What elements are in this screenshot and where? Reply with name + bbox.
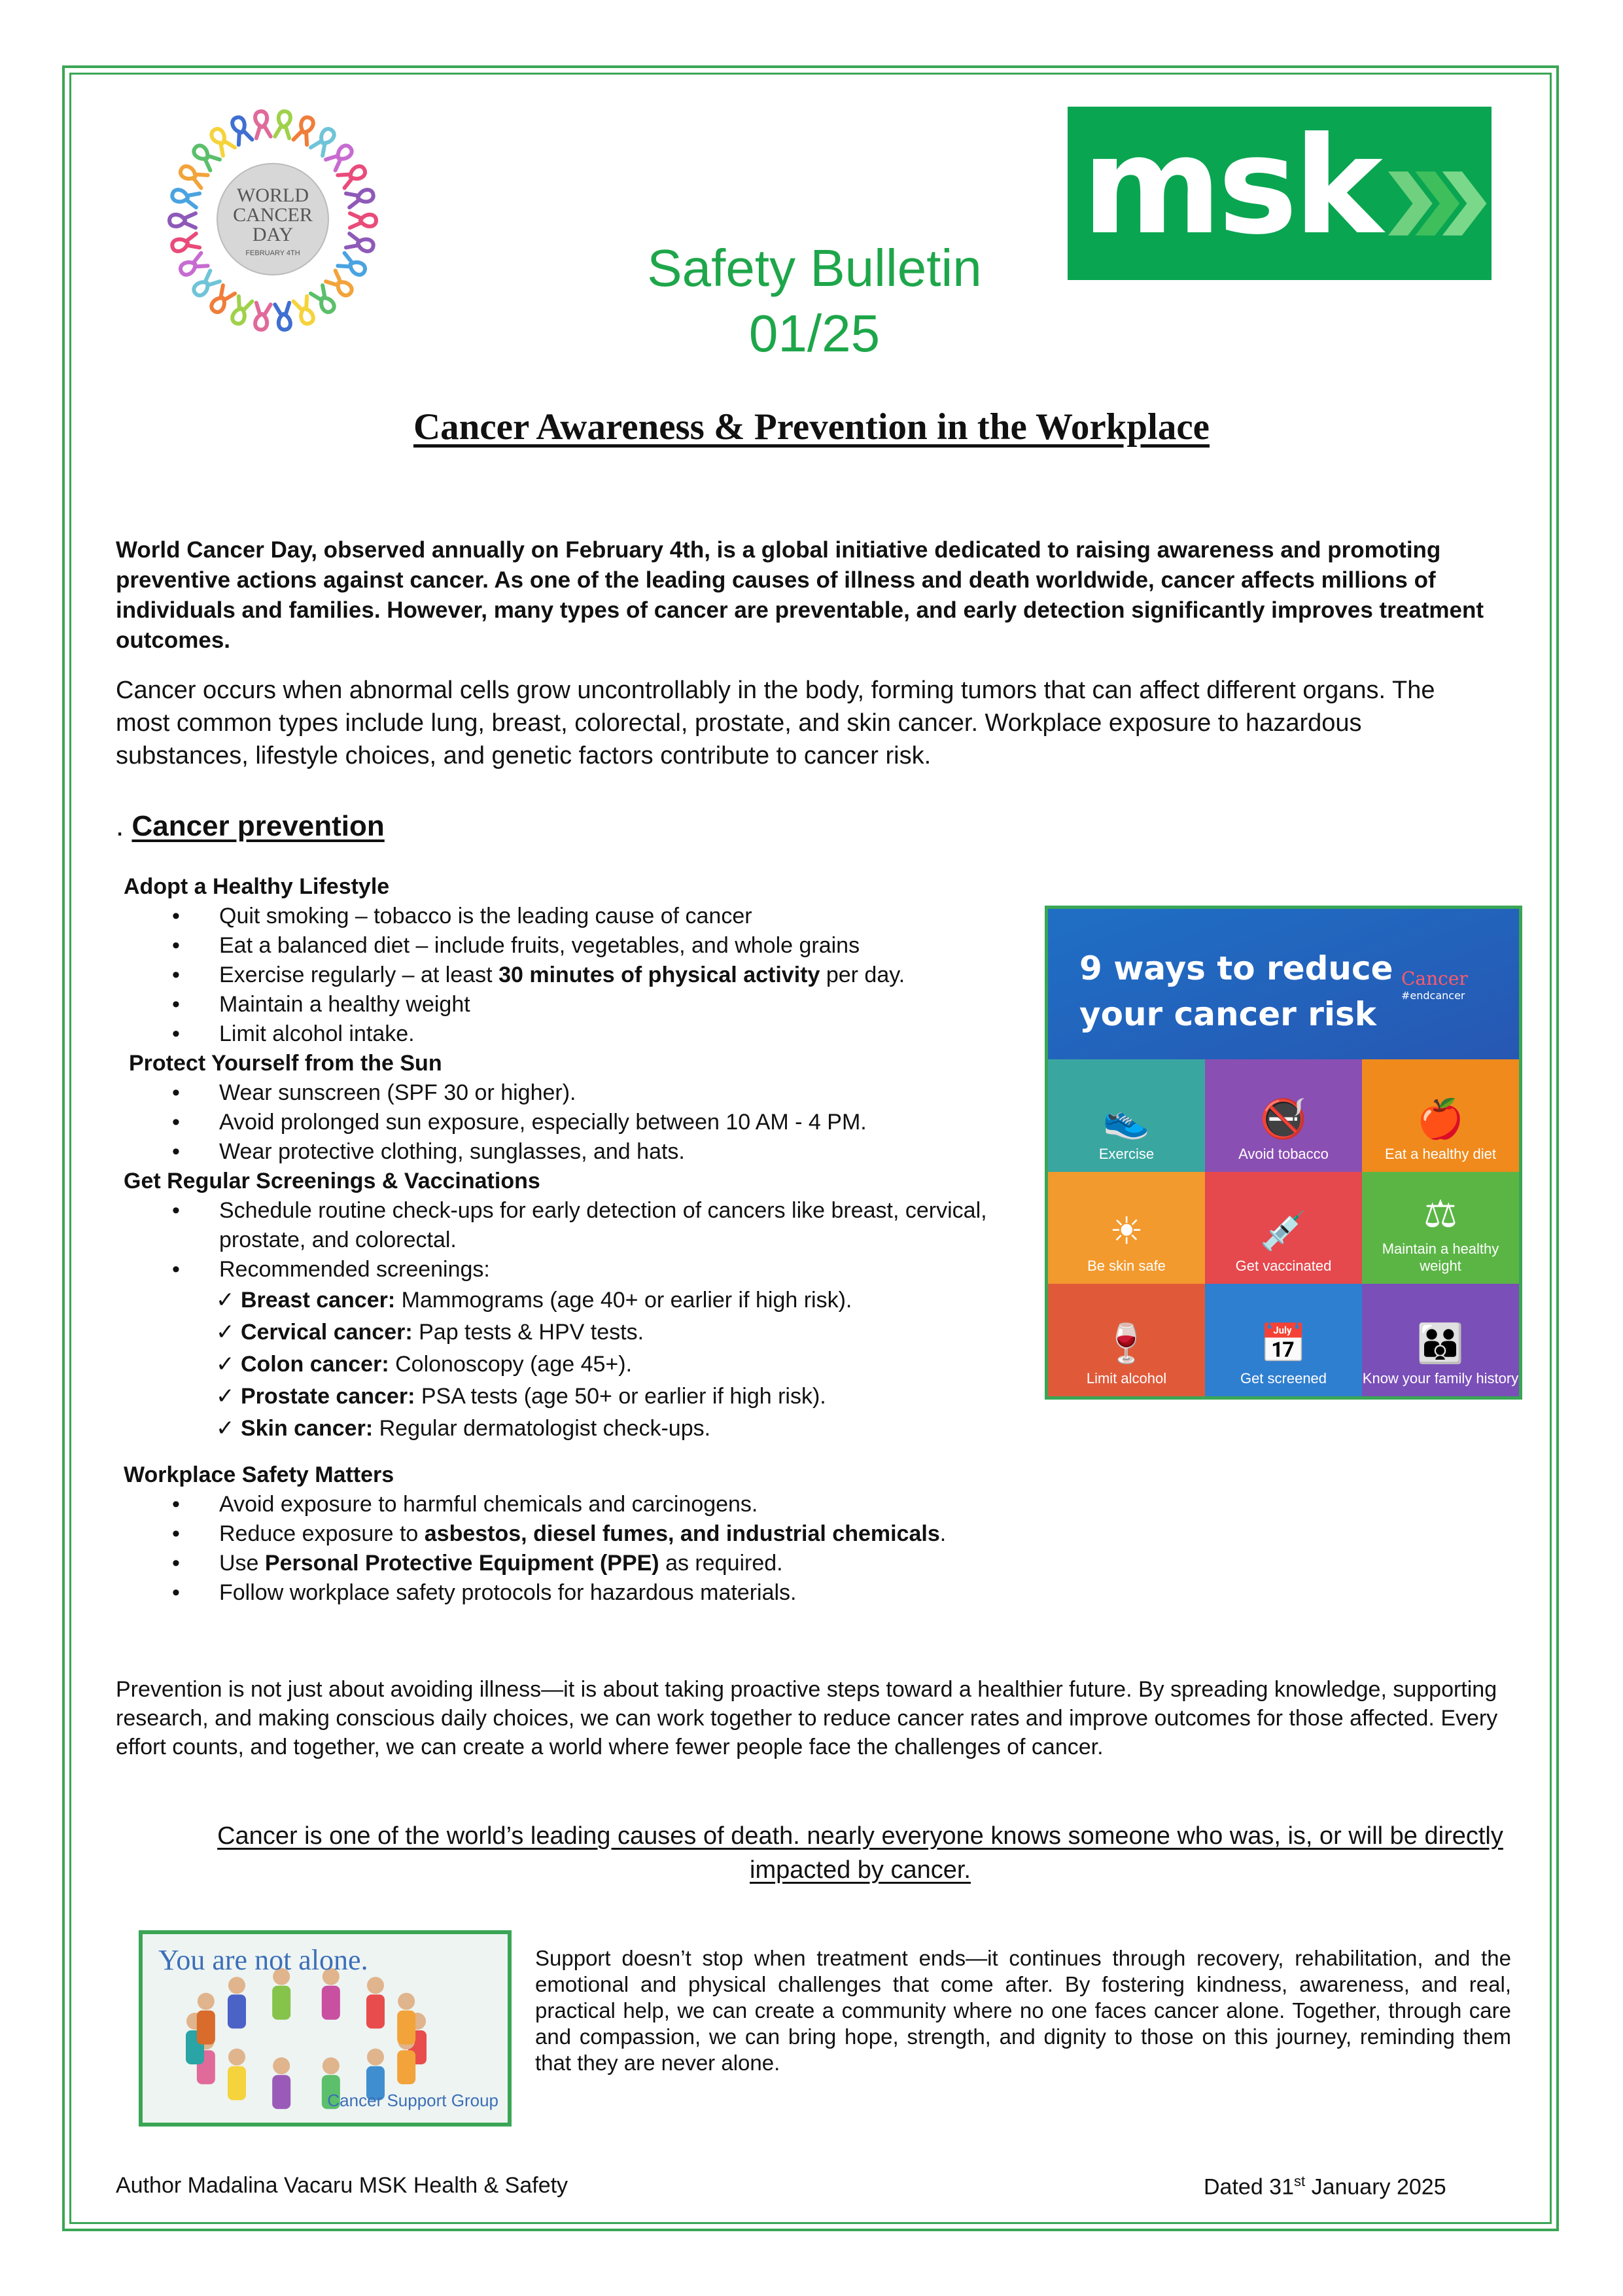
tile-label: Get screened: [1240, 1370, 1327, 1386]
section-heading-text: Cancer prevention: [131, 810, 385, 842]
ribbon-icon: [346, 187, 375, 207]
person-body: [397, 2011, 415, 2045]
highlight-quote: Cancer is one of the world’s leading causes of death. nearly everyone knows someone who was, is, or will be directly impacted by cancer.: [217, 1822, 1503, 1884]
wcd-date: FEBRUARY 4TH: [245, 249, 300, 257]
support-image-title: You are not alone.: [158, 1944, 368, 1976]
footer-date-suffix: st: [1294, 2173, 1306, 2189]
msk-wordmark: msk: [1082, 109, 1379, 264]
list-item-text: per day.: [820, 963, 905, 987]
list-item: • Schedule routine check-ups for early detection of cancers like breast, cervical, prostate, and colorectal.: [121, 1196, 1050, 1255]
bulletin-label: Safety Bulletin: [647, 239, 982, 297]
footer-date-text: January 2025: [1305, 2174, 1446, 2200]
tile-icon: 🍎: [1416, 1097, 1465, 1140]
person-body: [228, 2066, 246, 2100]
wcd-word-2: CANCER: [233, 204, 313, 226]
person-body: [322, 1986, 340, 2020]
list-item-emphasis: Personal Protective Equipment (PPE): [264, 1551, 659, 1576]
poster-tile: [1048, 1172, 1205, 1284]
poster-tile: [1362, 1284, 1519, 1396]
poster-tile: [1205, 1284, 1362, 1396]
poster-headline-line: your cancer risk: [1079, 995, 1377, 1033]
person-body: [228, 1994, 246, 2028]
check-label: Colon cancer:: [240, 1352, 389, 1377]
check-item: [216, 1316, 1050, 1349]
list-item: • Recommended screenings:: [121, 1255, 1050, 1284]
tile-icon: 💉: [1259, 1210, 1308, 1253]
sun-list: [121, 1078, 1050, 1167]
ribbon-icon: [190, 271, 220, 299]
check-text: Pap tests & HPV tests.: [412, 1320, 644, 1345]
footer-author: Author Madalina Vacaru MSK Health & Safety: [116, 2173, 568, 2198]
poster-tile: [1362, 1059, 1519, 1172]
footer-date-text: Dated 31: [1204, 2174, 1294, 2200]
ribbon-icon: [169, 213, 196, 228]
check-item: [216, 1381, 1050, 1413]
tile-label: Eat a healthy diet: [1384, 1145, 1496, 1162]
list-item-emphasis: asbestos, diesel fumes, and industrial chemicals: [424, 1521, 940, 1546]
list-item: • Eat a balanced diet – include fruits, vegetables, and whole grains: [121, 931, 1050, 961]
list-item-emphasis: 30 minutes of physical activity: [498, 963, 820, 987]
check-label: Breast cancer:: [240, 1288, 396, 1313]
poster-tile: [1048, 1284, 1205, 1396]
tile-label: Get vaccinated: [1235, 1258, 1332, 1275]
person-body: [272, 1986, 290, 2020]
list-item-text: .: [939, 1521, 947, 1546]
ribbon-icon: [171, 234, 200, 254]
poster-tile-grid: [1048, 1059, 1519, 1396]
bulletin-number: 01/25: [748, 304, 881, 362]
section-heading: [116, 807, 385, 846]
ribbon-icon: [294, 115, 317, 145]
tile-icon: 👟: [1102, 1097, 1151, 1140]
check-item: [216, 1349, 1050, 1381]
checkmark-icon: ✓: [216, 1320, 241, 1345]
list-item-text: Exercise regularly – at least: [219, 963, 499, 987]
ribbon-icon: [275, 111, 292, 138]
list-item: • Quit smoking – tobacco is the leading cause of cancer: [121, 902, 1050, 931]
ribbon-icon: [190, 142, 220, 170]
bulletin-title: [569, 236, 1060, 366]
ribbon-icon: [311, 285, 338, 315]
check-text: PSA tests (age 50+ or earlier if high risk).: [415, 1384, 826, 1409]
msk-logo: [1068, 107, 1492, 280]
list-item: • Maintain a healthy weight: [121, 990, 1050, 1019]
list-item-text: as required.: [659, 1551, 783, 1576]
ribbon-icon: [350, 213, 376, 228]
tile-label: Be skin safe: [1087, 1258, 1166, 1275]
tile-label: Limit alcohol: [1086, 1370, 1167, 1386]
ribbon-icon: [346, 234, 375, 254]
ribbon-icon: [294, 296, 317, 326]
ribbon-icon: [178, 253, 208, 278]
group-title-workplace: Workplace Safety Matters: [124, 1462, 394, 1487]
list-item: • Wear sunscreen (SPF 30 or higher).: [121, 1078, 1050, 1108]
ribbon-icon: [178, 163, 208, 188]
support-image-caption: Cancer Support Group: [327, 2091, 498, 2110]
ribbon-icon: [338, 163, 368, 188]
section-prefix: .: [116, 810, 132, 842]
poster-brand: [1401, 968, 1468, 1002]
checkmark-icon: ✓: [216, 1416, 241, 1441]
ribbon-icon: [208, 126, 235, 155]
ribbon-icon: [253, 303, 271, 330]
checkmark-icon: ✓: [216, 1352, 241, 1377]
prevention-lists: [121, 872, 1050, 1608]
ribbon-icon: [311, 126, 338, 155]
tile-icon: 🚭: [1259, 1097, 1308, 1140]
screening-list: [121, 1196, 1050, 1284]
person-head: [198, 1993, 215, 2010]
person-body: [272, 2075, 290, 2109]
person-head: [367, 2049, 384, 2066]
wcd-word-1: WORLD: [237, 185, 309, 206]
list-item: • Avoid exposure to harmful chemicals and carcinogens.: [121, 1490, 1050, 1519]
list-item: • Limit alcohol intake.: [121, 1019, 1050, 1049]
ribbon-icon: [326, 271, 355, 299]
list-item: [121, 1519, 1050, 1549]
support-group-image: [139, 1930, 512, 2127]
poster-brand-name: Cancer: [1401, 968, 1468, 989]
person-body: [197, 2011, 215, 2045]
poster-brand-tag: #endcancer: [1401, 989, 1465, 1002]
support-paragraph: Support doesn’t stop when treatment ends—it continues through recovery, rehabilitation, and the emotional and physical challenges that come after. By fostering kindness, awareness, and real, practical help, we can create a community where no one faces cancer alone. Together, through care and compassion, we can bring hope, strength, and dignity to those on this journey, reminding them that they are never alone.: [535, 1946, 1511, 2075]
list-item: • Avoid prolonged sun exposure, especially between 10 AM - 4 PM.: [121, 1108, 1050, 1137]
checkmark-icon: ✓: [216, 1288, 241, 1313]
chevrons-icon: [1388, 161, 1492, 246]
poster-tile: [1048, 1059, 1205, 1172]
check-item: [216, 1284, 1050, 1316]
check-label: Cervical cancer:: [240, 1320, 413, 1345]
tile-label: Exercise: [1098, 1145, 1155, 1162]
list-item: [121, 961, 1050, 990]
poster-tile: [1362, 1172, 1519, 1284]
group-title-screening: Get Regular Screenings & Vaccinations: [124, 1169, 540, 1193]
ribbon-icon: [171, 187, 200, 207]
tile-label: Maintain a healthy weight: [1382, 1241, 1499, 1275]
ribbon-icon: [326, 142, 355, 170]
closing-paragraph: Prevention is not just about avoiding illness—it is about taking proactive steps toward a healthier future. By spreading knowledge, supporting research, and making conscious daily choices, we can work together to reduce cancer rates and improve outcomes for those affected. Every effort counts, and together, we can create a world where fewer people face the challenges of cancer.: [116, 1677, 1498, 1759]
ribbon-icon: [253, 111, 271, 138]
poster-tile: [1205, 1059, 1362, 1172]
person-head: [323, 2057, 340, 2074]
group-title-lifestyle: Adopt a Healthy Lifestyle: [124, 874, 390, 899]
list-item: [121, 1549, 1050, 1578]
tile-icon: 🍷: [1102, 1322, 1151, 1365]
checkmark-icon: ✓: [216, 1384, 241, 1409]
person-body: [397, 2050, 415, 2084]
world-cancer-day-logo: [157, 98, 389, 344]
poster-headline-line: 9 ways to reduce: [1079, 949, 1393, 987]
tile-label: Avoid tobacco: [1238, 1145, 1329, 1162]
page-title: Cancer Awareness & Prevention in the Workplace: [413, 406, 1210, 448]
tile-icon: ☀: [1109, 1210, 1143, 1253]
check-label: Skin cancer:: [240, 1416, 374, 1441]
list-item: • Follow workplace safety protocols for hazardous materials.: [121, 1578, 1050, 1608]
check-text: Regular dermatologist check-ups.: [373, 1416, 711, 1441]
intro-paragraph-bold: World Cancer Day, observed annually on February 4th, is a global initiative dedicated to raising awareness and promoting preventive actions against cancer. As one of the leading causes of illness and death worldwide, cancer affects millions of individuals and families. However, many types of cancer are preventable, and early detection significantly improves treatment outcomes.: [116, 537, 1484, 653]
person-head: [367, 1977, 384, 1994]
poster-tile: [1205, 1172, 1362, 1284]
check-label: Prostate cancer:: [240, 1384, 415, 1409]
ribbon-icon: [208, 285, 235, 315]
footer-date: [1204, 2173, 1446, 2200]
intro-paragraph: Cancer occurs when abnormal cells grow uncontrollably in the body, forming tumors that can affect different organs. The most common types include lung, breast, colorectal, prostate, and skin cancer. Workplace exposure to hazardous substances, lifestyle choices, and genetic factors contribute to cancer risk.: [116, 677, 1435, 769]
list-item-text: Reduce exposure to: [219, 1521, 425, 1546]
check-text: Mammograms (age 40+ or earlier if high risk).: [395, 1288, 852, 1313]
person-body: [366, 1994, 385, 2028]
person-head: [398, 1993, 415, 2010]
lifestyle-list: [121, 902, 1050, 1049]
wcd-word-3: DAY: [252, 224, 294, 245]
tile-icon: ⚖: [1423, 1193, 1457, 1236]
workplace-list: [121, 1490, 1050, 1608]
screening-checklist: [121, 1284, 1050, 1445]
group-title-sun: Protect Yourself from the Sun: [129, 1051, 442, 1076]
check-text: Colonoscopy (age 45+).: [389, 1352, 633, 1377]
ribbon-icon: [338, 253, 368, 278]
tile-icon: 👪: [1416, 1322, 1465, 1365]
person-head: [273, 2057, 290, 2074]
check-item: [216, 1413, 1050, 1445]
list-item: • Wear protective clothing, sunglasses, and hats.: [121, 1137, 1050, 1167]
tile-label: Know your family history: [1362, 1370, 1519, 1386]
ribbon-icon: [275, 303, 292, 330]
tile-icon: 📅: [1259, 1322, 1308, 1365]
person-head: [228, 2049, 245, 2066]
ribbon-icon: [230, 296, 253, 326]
ribbon-icon: [230, 115, 253, 145]
person-head: [228, 1977, 245, 1994]
list-item-text: Use: [219, 1551, 265, 1576]
nine-ways-poster: [1045, 906, 1522, 1400]
poster-headline: [1079, 945, 1393, 1037]
